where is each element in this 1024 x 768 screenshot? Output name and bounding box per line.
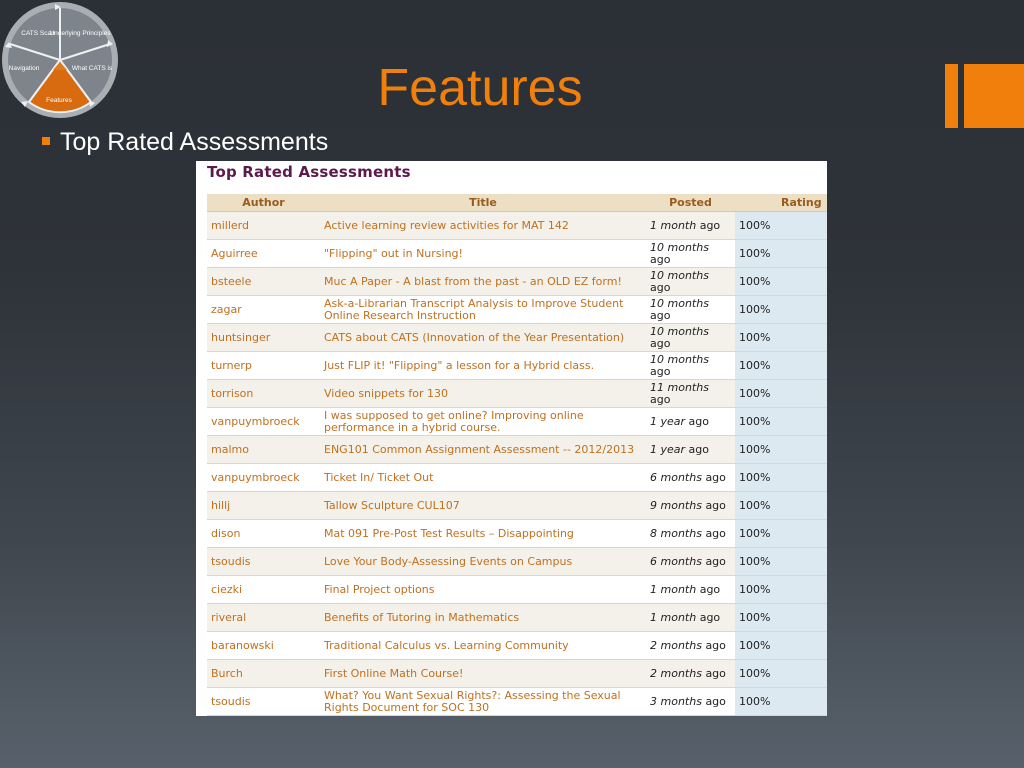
column-header-title[interactable]: Title <box>320 194 646 212</box>
table-header-row <box>207 194 827 212</box>
posted-time <box>646 380 735 408</box>
posted-suffix: ago <box>650 336 671 350</box>
bullet-item <box>42 128 328 157</box>
author-link[interactable]: ciezki <box>207 576 320 604</box>
author-link[interactable]: malmo <box>207 436 320 464</box>
assessment-title-link[interactable]: Muc A Paper - A blast from the past - an OLD EZ form! <box>320 268 646 296</box>
posted-time <box>646 240 735 268</box>
table-row[interactable] <box>207 352 827 380</box>
assessment-title-link[interactable]: Ticket In/ Ticket Out <box>320 464 646 492</box>
posted-suffix: ago <box>705 470 726 484</box>
posted-amount: 6 months <box>650 470 702 484</box>
posted-suffix: ago <box>650 392 671 406</box>
assessment-title-link[interactable]: First Online Math Course! <box>320 660 646 688</box>
top-rated-assessments-screenshot <box>196 161 827 716</box>
posted-amount: 1 month <box>650 218 697 232</box>
posted-time <box>646 352 735 380</box>
rating-value: 100% <box>735 492 827 520</box>
rating-value: 100% <box>735 380 827 408</box>
table-row[interactable] <box>207 436 827 464</box>
posted-time <box>646 548 735 576</box>
table-row[interactable] <box>207 660 827 688</box>
column-header-rating[interactable]: Rating <box>735 194 827 212</box>
accent-bars <box>945 64 1024 128</box>
posted-suffix: ago <box>699 610 721 624</box>
table-row[interactable] <box>207 576 827 604</box>
table-row[interactable] <box>207 296 827 324</box>
posted-suffix: ago <box>699 582 721 596</box>
posted-suffix: ago <box>699 218 721 232</box>
posted-time <box>646 492 735 520</box>
posted-suffix: ago <box>705 498 726 512</box>
table-row[interactable] <box>207 324 827 352</box>
author-link[interactable]: tsoudis <box>207 688 320 716</box>
author-link[interactable]: hillj <box>207 492 320 520</box>
posted-amount: 10 months <box>650 240 709 254</box>
posted-time <box>646 408 735 436</box>
posted-time <box>646 464 735 492</box>
rating-value: 100% <box>735 604 827 632</box>
bullet-text: Top Rated Assessments <box>60 128 329 156</box>
assessment-title-link[interactable]: What? You Want Sexual Rights?: Assessing the Sexual Rights Document for SOC 130 <box>320 688 646 716</box>
posted-amount: 10 months <box>650 324 709 338</box>
rating-value: 100% <box>735 408 827 436</box>
posted-time <box>646 520 735 548</box>
table-row[interactable] <box>207 464 827 492</box>
posted-amount: 1 month <box>650 582 697 596</box>
table-row[interactable] <box>207 212 827 240</box>
posted-suffix: ago <box>705 666 726 680</box>
assessment-title-link[interactable]: Final Project options <box>320 576 646 604</box>
rating-value: 100% <box>735 464 827 492</box>
posted-time <box>646 660 735 688</box>
slide-title: Features <box>377 59 583 117</box>
posted-suffix: ago <box>688 414 709 428</box>
table-row[interactable] <box>207 380 827 408</box>
posted-suffix: ago <box>650 252 671 266</box>
author-link[interactable]: vanpuymbroeck <box>207 408 320 436</box>
author-link[interactable]: zagar <box>207 296 320 324</box>
assessment-title-link[interactable]: Love Your Body-Assessing Events on Campus <box>320 548 646 576</box>
table-row[interactable] <box>207 492 827 520</box>
assessment-title-link[interactable]: Benefits of Tutoring in Mathematics <box>320 604 646 632</box>
table-row[interactable] <box>207 604 827 632</box>
posted-amount: 2 months <box>650 666 702 680</box>
posted-suffix: ago <box>705 638 726 652</box>
rating-value: 100% <box>735 632 827 660</box>
rating-value: 100% <box>735 688 827 716</box>
posted-amount: 2 months <box>650 638 702 652</box>
assessment-title-link[interactable]: ENG101 Common Assignment Assessment -- 2012/2013 <box>320 436 646 464</box>
rating-value: 100% <box>735 660 827 688</box>
posted-amount: 10 months <box>650 268 709 282</box>
posted-suffix: ago <box>705 526 726 540</box>
rating-value: 100% <box>735 268 827 296</box>
posted-time <box>646 212 735 240</box>
table-row[interactable] <box>207 548 827 576</box>
posted-amount: 8 months <box>650 526 702 540</box>
table-row[interactable] <box>207 632 827 660</box>
author-link[interactable]: Aguirree <box>207 240 320 268</box>
rating-value: 100% <box>735 324 827 352</box>
accent-bar-thin <box>945 64 958 128</box>
author-link[interactable]: vanpuymbroeck <box>207 464 320 492</box>
table-row[interactable] <box>207 268 827 296</box>
author-link[interactable]: dison <box>207 520 320 548</box>
posted-amount: 11 months <box>650 380 709 394</box>
assessment-title-link[interactable]: I was supposed to get online? Improving online performance in a hybrid course. <box>320 408 646 436</box>
assessment-title-link[interactable]: "Flipping" out in Nursing! <box>320 240 646 268</box>
posted-amount: 6 months <box>650 554 702 568</box>
rating-value: 100% <box>735 352 827 380</box>
wheel-label-underlying-principles[interactable]: Underlying Principles <box>49 30 111 37</box>
assessments-table <box>207 194 827 716</box>
posted-suffix: ago <box>705 554 726 568</box>
rating-value: 100% <box>735 548 827 576</box>
navigation-wheel <box>0 0 122 122</box>
column-header-author[interactable]: Author <box>207 194 320 212</box>
table-row[interactable] <box>207 240 827 268</box>
posted-suffix: ago <box>650 280 671 294</box>
posted-time <box>646 576 735 604</box>
posted-suffix: ago <box>705 694 726 708</box>
posted-time <box>646 324 735 352</box>
author-link[interactable]: tsoudis <box>207 548 320 576</box>
assessment-title-link[interactable]: Video snippets for 130 <box>320 380 646 408</box>
author-link[interactable]: torrison <box>207 380 320 408</box>
accent-bar-wide <box>964 64 1024 128</box>
assessment-title-link[interactable]: Active learning review activities for MAT 142 <box>320 212 646 240</box>
bullet-marker <box>42 137 50 145</box>
author-link[interactable]: bsteele <box>207 268 320 296</box>
wheel-label-features[interactable]: Features <box>46 97 72 104</box>
rating-value: 100% <box>735 436 827 464</box>
column-header-posted[interactable]: Posted <box>646 194 735 212</box>
posted-amount: 10 months <box>650 352 709 366</box>
posted-amount: 9 months <box>650 498 702 512</box>
posted-time <box>646 604 735 632</box>
wheel-label-cats-scan[interactable]: CATS Scan <box>21 30 55 37</box>
posted-time <box>646 688 735 716</box>
rating-value: 100% <box>735 520 827 548</box>
rating-value: 100% <box>735 240 827 268</box>
rating-value: 100% <box>735 296 827 324</box>
wheel-label-navigation[interactable]: Navigation <box>8 65 40 72</box>
assessment-title-link[interactable]: Traditional Calculus vs. Learning Community <box>320 632 646 660</box>
assessment-title-link[interactable]: Just FLIP it! "Flipping" a lesson for a Hybrid class. <box>320 352 646 380</box>
table-row[interactable] <box>207 408 827 436</box>
author-link[interactable]: Burch <box>207 660 320 688</box>
posted-amount: 1 year <box>650 414 686 428</box>
posted-suffix: ago <box>688 442 709 456</box>
posted-time <box>646 436 735 464</box>
posted-amount: 10 months <box>650 296 709 310</box>
assessment-title-link[interactable]: Mat 091 Pre-Post Test Results – Disappointing <box>320 520 646 548</box>
assessment-title-link[interactable]: Tallow Sculpture CUL107 <box>320 492 646 520</box>
author-link[interactable]: riveral <box>207 604 320 632</box>
author-link[interactable]: turnerp <box>207 352 320 380</box>
screenshot-title: Top Rated Assessments <box>207 163 411 181</box>
posted-time <box>646 268 735 296</box>
rating-value: 100% <box>735 576 827 604</box>
posted-amount: 1 year <box>650 442 686 456</box>
posted-suffix: ago <box>650 308 671 322</box>
posted-amount: 3 months <box>650 694 702 708</box>
rating-value: 100% <box>735 212 827 240</box>
table-row[interactable] <box>207 520 827 548</box>
wheel-label-what-cats-is[interactable]: What CATS is <box>71 65 113 72</box>
posted-time <box>646 632 735 660</box>
author-link[interactable]: huntsinger <box>207 324 320 352</box>
posted-amount: 1 month <box>650 610 697 624</box>
posted-time <box>646 296 735 324</box>
author-link[interactable]: baranowski <box>207 632 320 660</box>
assessment-title-link[interactable]: Ask-a-Librarian Transcript Analysis to Improve Student Online Research Instruction <box>320 296 646 324</box>
table-row[interactable] <box>207 688 827 716</box>
assessment-title-link[interactable]: CATS about CATS (Innovation of the Year Presentation) <box>320 324 646 352</box>
posted-suffix: ago <box>650 364 671 378</box>
author-link[interactable]: millerd <box>207 212 320 240</box>
table-body <box>207 212 827 716</box>
